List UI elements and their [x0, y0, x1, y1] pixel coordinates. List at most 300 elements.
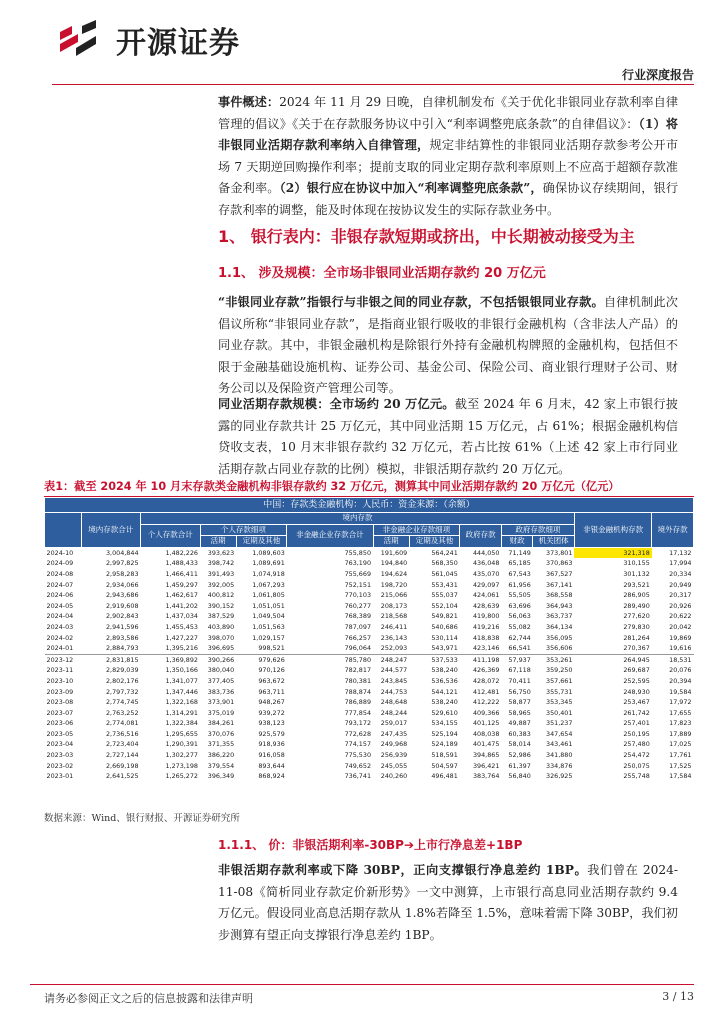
table-cell: 401,475: [472, 740, 500, 749]
table-cell: 56,840: [508, 772, 531, 781]
table-cell: 1,051,051: [252, 601, 285, 610]
table-cell: 2,802,176: [105, 676, 139, 685]
table-cell: 396,695: [207, 644, 235, 653]
table-cell: 252,595: [623, 676, 650, 685]
table-cell: 496,481: [431, 772, 458, 781]
event-bold-2: （2）银行应在协议中加入“利率调整兜底条款”，: [279, 181, 543, 195]
page-number: 3 / 13: [662, 990, 694, 1003]
table-cell: 301,132: [623, 569, 650, 578]
logo-mark-icon: [56, 20, 110, 60]
table-cell: 752,151: [344, 580, 372, 589]
table-cell: 529,610: [431, 708, 458, 717]
table-cell: 428,072: [472, 676, 500, 685]
table-cell: 194,624: [380, 569, 408, 578]
table-cell: 20,042: [669, 622, 692, 631]
table-cell: 55,505: [508, 591, 531, 600]
table-cell: 564,241: [431, 548, 458, 557]
table-cell: 326,925: [546, 772, 573, 781]
table-cell: 1,089,691: [252, 559, 285, 568]
table-cell: 390,266: [200, 654, 236, 665]
deposit-data-table: [44, 497, 694, 782]
table-cell: 370,863: [546, 559, 573, 568]
table-cell: 544,121: [431, 687, 458, 696]
table-cell: 17,655: [669, 708, 692, 717]
table-row: [45, 633, 694, 644]
table-cell: 270,367: [623, 644, 650, 653]
event-summary: [218, 92, 678, 221]
table-cell: 538,240: [431, 666, 458, 675]
table-cell: 353,261: [533, 654, 575, 665]
table-cell: 2,763,252: [105, 708, 139, 717]
table-cell: 394,865: [472, 751, 500, 760]
table-cell: 60,383: [508, 729, 531, 738]
table-cell: 555,037: [431, 591, 458, 600]
table-cell: 736,741: [344, 772, 372, 781]
table-cell-date: 2024-07: [46, 580, 74, 589]
table-cell: 796,064: [344, 644, 372, 653]
table-cell: 249,968: [380, 740, 408, 749]
table-cell: 1,488,433: [165, 559, 198, 568]
table-cell: 552,104: [431, 601, 458, 610]
table-cell: 364,943: [546, 601, 573, 610]
header-divider: [52, 84, 694, 85]
table-cell: 2,884,793: [105, 644, 139, 653]
table-cell: 787,097: [344, 622, 372, 631]
table-cell: 20,334: [669, 569, 692, 578]
table-cell: 770,103: [344, 591, 372, 600]
header-nonfin-detail: 非金融企业存款细项: [373, 524, 460, 536]
table-cell: 1,482,226: [165, 548, 198, 557]
table-cell-date: 2024-10: [46, 548, 74, 557]
table-cell: 20,076: [669, 666, 692, 675]
header-personal-time: 定期及其他: [236, 536, 287, 548]
table-cell: 293,521: [623, 580, 650, 589]
table-cell: 774,157: [344, 740, 372, 749]
table-cell: 61,956: [508, 580, 531, 589]
table-cell: 1,369,892: [141, 654, 200, 665]
table-row: [45, 761, 694, 772]
table-row: [45, 729, 694, 740]
table-cell: 248,930: [623, 687, 650, 696]
table-cell: 398,742: [207, 559, 235, 568]
table-cell-date: 2023-06: [46, 719, 74, 728]
table-cell: 62,744: [508, 633, 531, 642]
header-nonfin-total: 非金融企业存款合计: [287, 524, 373, 547]
table-cell: 353,345: [546, 698, 573, 707]
table-cell: 2,941,596: [105, 622, 139, 631]
table-cell: 245,055: [380, 761, 408, 770]
table-cell: 279,830: [623, 622, 650, 631]
table-cell: 52,986: [508, 751, 531, 760]
table-cell: 373,801: [546, 548, 573, 557]
table-cell: 364,134: [546, 622, 573, 631]
table-cell: 1,314,291: [165, 708, 198, 717]
table-source: 数据来源：Wind、银行财报、开源证券研究所: [44, 813, 240, 824]
table-cell: 766,257: [344, 633, 372, 642]
table-cell: 244,577: [380, 666, 408, 675]
table-cell: 893,644: [258, 761, 285, 770]
table-cell: 243,845: [380, 676, 408, 685]
table-cell: 2,797,732: [105, 687, 139, 696]
table-cell: 868,924: [258, 772, 285, 781]
table-cell: 1,350,166: [165, 666, 198, 675]
table-cell: 371,355: [207, 740, 235, 749]
table-cell: 191,609: [380, 548, 408, 557]
table-cell: 392,005: [207, 580, 235, 589]
table-cell: 356,095: [546, 633, 573, 642]
table-cell: 2,774,081: [105, 719, 139, 728]
table-cell: 918,936: [258, 740, 285, 749]
table-cell: 1,074,918: [252, 569, 285, 578]
table-cell-date: 2024-08: [46, 569, 74, 578]
table-cell: 400,812: [207, 591, 235, 600]
table-cell-date: 2023-12: [45, 654, 82, 665]
table-row: [45, 739, 694, 750]
table-cell: 379,554: [207, 761, 235, 770]
section-heading-1-text: 1、 银行表内：非银存款短期或挤出，中长期被动接受为主: [218, 227, 635, 246]
table-cell: 194,840: [380, 559, 408, 568]
table-row: [45, 697, 694, 708]
table-cell: 20,926: [669, 601, 692, 610]
header-gov: 政府存款: [460, 524, 502, 547]
table-cell: 383,764: [472, 772, 500, 781]
table-cell: 755,850: [344, 548, 372, 557]
table-cell: 246,411: [380, 622, 408, 631]
table-row: [45, 750, 694, 761]
table-cell: 250,075: [623, 761, 650, 770]
table-cell: 357,661: [546, 676, 573, 685]
table-cell: 2,723,404: [105, 740, 139, 749]
table-cell: 1,029,157: [252, 633, 285, 642]
header-personal-total: 个人存款合计: [141, 524, 200, 547]
table-cell: 341,880: [546, 751, 573, 760]
table-cell: 367,141: [546, 580, 573, 589]
p2-bold: 同业活期存款规模：全市场约 20 万亿元。: [218, 397, 455, 411]
table-cell: 1,466,411: [165, 569, 198, 578]
table-cell: 248,247: [373, 654, 409, 665]
table-cell: 1,427,227: [165, 633, 198, 642]
p3-bold: 非银活期存款利率或下降 30BP，正向支撑银行净息差约 1BP。: [218, 863, 588, 877]
header-nonfin-time: 定期及其他: [409, 536, 460, 548]
table-cell: 435,070: [472, 569, 500, 578]
table-cell: 938,123: [258, 719, 285, 728]
table-cell: 525,194: [431, 729, 458, 738]
table-cell: 2,774,745: [105, 698, 139, 707]
table-cell: 2,934,066: [105, 580, 139, 589]
table-cell: 17,132: [669, 548, 692, 557]
table-cell: 67,118: [508, 666, 531, 675]
header-nonbank: 非银金融机构存款: [574, 513, 651, 548]
table-cell: 423,146: [472, 644, 500, 653]
footer-divider: [30, 984, 694, 985]
table-cell: 1,302,277: [165, 751, 198, 760]
table-cell: 568,350: [431, 559, 458, 568]
table-cell: 788,874: [344, 687, 372, 696]
table-cell: 412,481: [472, 687, 500, 696]
table-cell: 2,641,525: [105, 772, 139, 781]
table-cell: 782,817: [344, 666, 372, 675]
table-cell: 334,876: [546, 761, 573, 770]
event-bold-1: （1）将非银同业活期存款利率纳入自律管理，: [218, 116, 678, 152]
table-cell: 289,490: [623, 601, 650, 610]
table-cell: 948,267: [258, 698, 285, 707]
table-cell: 772,628: [344, 729, 372, 738]
table-row: [45, 580, 694, 591]
table-row: [45, 547, 694, 558]
table-cell: 257,401: [623, 719, 650, 728]
table-row: [45, 590, 694, 601]
table-cell: 504,597: [431, 761, 458, 770]
table-cell: 396,349: [207, 772, 235, 781]
table-cell: 277,620: [623, 612, 650, 621]
table-cell: 780,381: [344, 676, 372, 685]
table-cell: 56,750: [508, 687, 531, 696]
header-domestic-total: 境内存款合计: [81, 513, 140, 548]
table-cell: 17,994: [669, 559, 692, 568]
table-cell: 755,669: [344, 569, 372, 578]
table-row: [45, 601, 694, 612]
table-cell: 540,686: [431, 622, 458, 631]
table-cell: 1,089,603: [252, 548, 285, 557]
table-cell: 419,800: [472, 612, 500, 621]
deposit-table: [44, 497, 694, 782]
table-cell-date: 2023-11: [46, 666, 74, 675]
table-cell: 375,019: [207, 708, 235, 717]
table-cell: 536,536: [431, 676, 458, 685]
table-cell: 963,672: [258, 676, 285, 685]
table-row: [45, 558, 694, 569]
table-cell: 248,648: [380, 698, 408, 707]
table-cell: 1,295,655: [165, 729, 198, 738]
table-cell: 383,736: [207, 687, 235, 696]
table-cell: 979,626: [236, 654, 287, 665]
table-cell: 2,893,586: [105, 633, 139, 642]
table-cell: 775,530: [344, 751, 372, 760]
table-cell: 66,541: [508, 644, 531, 653]
table-cell: 524,189: [431, 740, 458, 749]
table-cell: 356,606: [546, 644, 573, 653]
table-cell: 543,971: [431, 644, 458, 653]
table-cell: 380,040: [207, 666, 235, 675]
table-cell: 17,584: [669, 772, 692, 781]
paragraph-scale: [218, 394, 678, 480]
table-cell: 250,195: [623, 729, 650, 738]
table-cell: 65,185: [508, 559, 531, 568]
table-cell: 1,067,293: [252, 580, 285, 589]
table-cell: 240,260: [380, 772, 408, 781]
header-gov-fiscal: 财政: [501, 536, 532, 548]
table-cell: 1,273,198: [165, 761, 198, 770]
table-row: [45, 771, 694, 782]
table-cell-date: 2023-04: [46, 740, 74, 749]
report-type: 行业深度报告: [621, 68, 694, 82]
table-cell: 428,639: [472, 601, 500, 610]
table-cell: 208,173: [380, 601, 408, 610]
table-cell: 71,149: [508, 548, 531, 557]
paragraph-nonbank-definition: [218, 292, 678, 400]
table-cell: 281,264: [623, 633, 650, 642]
header-gov-agency: 机关团体: [533, 536, 575, 548]
header-gov-detail: 政府存款细项: [501, 524, 574, 536]
table-cell: 256,939: [380, 751, 408, 760]
p3-text: 我们曾在 2024-11-08《简析同业存款定价新形势》一文中测算，上市银行高息同业活期存款约 9.4 万亿元。假设同业高息活期存款从 1.8%若降至 1.5%，意味着需下降 30BP，我们初步测算有望正向支撑银行净息差约 1BP。: [218, 863, 679, 942]
table-cell-date: 2023-10: [46, 676, 74, 685]
table-cell: 17,823: [669, 719, 692, 728]
p1-text: 自律机制此次倡议所称“非银同业存款”，是指商业银行吸收的非银行金融机构（含非法人产品）的同业存款。其中，非银金融机构是除银行外持有金融机构牌照的金融机构，包括但不限于金融基础设施机构、证券公司、基金公司、保险公司、商业银行理财子公司、财务公司以及保险资产管理公司等。: [218, 295, 678, 395]
table-row: [45, 569, 694, 580]
table-cell: 58,877: [508, 698, 531, 707]
table-cell: 390,152: [207, 601, 235, 610]
table-cell: 1,061,805: [252, 591, 285, 600]
table-cell: 534,155: [431, 719, 458, 728]
table-cell: 1,441,202: [165, 601, 198, 610]
table-cell: 321,318: [574, 547, 651, 558]
table-cell: 436,048: [472, 559, 500, 568]
table-cell: 257,480: [623, 740, 650, 749]
table-cell-date: 2023-03: [46, 751, 74, 760]
table-cell: 538,240: [431, 698, 458, 707]
header-domestic: 境内存款: [141, 513, 575, 525]
table-cell: 939,272: [258, 708, 285, 717]
paragraph-rate: [218, 860, 678, 946]
table-cell: 3,004,844: [105, 548, 139, 557]
table-cell: 549,821: [431, 612, 458, 621]
table-cell: 553,431: [431, 580, 458, 589]
table-cell: 247,435: [380, 729, 408, 738]
table-cell: 2,919,608: [105, 601, 139, 610]
event-text-1: 2024 年 11 月 29 日晚，自律机制发布《关于优化非银同业存款利率自律管理的倡议》《关于在存款服务协议中引入“利率调整兜底条款”的自律倡议》：: [218, 95, 679, 131]
table-cell: 963,711: [258, 687, 285, 696]
table-cell: 49,887: [508, 719, 531, 728]
table-cell: 1,322,168: [165, 698, 198, 707]
section-heading-1-1-1: 1.1.1、 价：非银活期利率-30BP➔上市行净息差+1BP: [218, 838, 523, 852]
table-cell: 391,493: [207, 569, 235, 578]
table-cell: 373,901: [207, 698, 235, 707]
table-cell: 56,063: [508, 612, 531, 621]
table-cell-date: 2024-01: [46, 644, 74, 653]
table-row: [45, 643, 694, 654]
table-cell: 1,437,034: [165, 612, 198, 621]
logo: [56, 14, 276, 64]
table-cell: 398,070: [207, 633, 235, 642]
table-cell: 58,014: [508, 740, 531, 749]
table-cell: 55,082: [508, 622, 531, 631]
table-row: [45, 708, 694, 719]
table-cell: 368,558: [546, 591, 573, 600]
table-cell-date: 2023-07: [46, 708, 74, 717]
table-cell: 355,731: [546, 687, 573, 696]
table-cell: 561,045: [431, 569, 458, 578]
table-cell: 2,902,843: [105, 612, 139, 621]
table-cell: 1,322,384: [165, 719, 198, 728]
table-row: [45, 687, 694, 698]
section-heading-1: [218, 224, 635, 247]
table-cell: 1,051,563: [252, 622, 285, 631]
table-cell: 1,290,391: [165, 740, 198, 749]
table-cell: 70,411: [508, 676, 531, 685]
table-row: [45, 611, 694, 622]
table-cell: 244,753: [380, 687, 408, 696]
table-cell: 1,395,216: [165, 644, 198, 653]
table-cell: 1,455,453: [165, 622, 198, 631]
table-caption: 中国：存款类金融机构：人民币：资金来源：（余额）: [45, 498, 694, 513]
table-cell: 409,366: [472, 708, 500, 717]
table-cell: 363,737: [546, 612, 573, 621]
table-cell-date: 2024-09: [46, 559, 74, 568]
table-cell: 419,216: [472, 622, 500, 631]
table-cell: 17,889: [669, 729, 692, 738]
table-cell: 236,143: [380, 633, 408, 642]
table-cell: 20,317: [669, 591, 692, 600]
table-cell: 429,097: [472, 580, 500, 589]
table-cell: 218,568: [380, 612, 408, 621]
header-date: [45, 513, 82, 548]
table-cell: 2,997,825: [105, 559, 139, 568]
header-overseas: 境外存款: [652, 513, 694, 548]
table-cell: 351,237: [546, 719, 573, 728]
table-cell: 518,591: [431, 751, 458, 760]
table-row: [45, 654, 694, 665]
table-cell: 350,401: [546, 708, 573, 717]
table-cell: 347,654: [546, 729, 573, 738]
table-cell: 530,114: [431, 633, 458, 642]
table-cell: 2,943,686: [105, 591, 139, 600]
table-cell: 198,720: [380, 580, 408, 589]
header-personal-detail: 个人存款细项: [200, 524, 287, 536]
table-cell: 411,198: [460, 654, 502, 665]
section-heading-1-1: 1.1、 涉及规模：全市场非银同业活期存款约 20 万亿元: [218, 266, 546, 281]
table-cell: 61,397: [508, 761, 531, 770]
table-cell: 254,472: [623, 751, 650, 760]
table-cell: 760,277: [344, 601, 372, 610]
table-cell: 537,533: [409, 654, 460, 665]
table-cell: 785,780: [287, 654, 373, 665]
table-cell: 286,905: [623, 591, 650, 600]
table-cell: 925,579: [258, 729, 285, 738]
table-row: [45, 676, 694, 687]
table-cell: 393,623: [207, 548, 235, 557]
table-body: [45, 547, 694, 782]
table-cell: 2,958,283: [105, 569, 139, 578]
table-cell: 401,125: [472, 719, 500, 728]
table-cell: 384,261: [207, 719, 235, 728]
table-cell: 367,527: [546, 569, 573, 578]
table-cell: 2,669,198: [105, 761, 139, 770]
table-cell: 58,965: [508, 708, 531, 717]
footer-disclaimer: 请务必参阅正文之后的信息披露和法律声明: [44, 992, 253, 1005]
table-cell: 67,543: [508, 569, 531, 578]
table-cell: 793,172: [344, 719, 372, 728]
table-cell: 998,521: [258, 644, 285, 653]
table-cell: 253,467: [623, 698, 650, 707]
table-cell: 18,531: [652, 654, 694, 665]
table-cell: 1,459,297: [165, 580, 198, 589]
table-cell-date: 2023-01: [46, 772, 74, 781]
table-cell: 387,529: [207, 612, 235, 621]
table-cell: 261,742: [623, 708, 650, 717]
table-cell: 412,222: [472, 698, 500, 707]
table-cell: 396,421: [472, 761, 500, 770]
table-row: [45, 718, 694, 729]
table-cell: 343,461: [546, 740, 573, 749]
table-cell: 19,869: [669, 633, 692, 642]
table-cell: 424,061: [472, 591, 500, 600]
table-cell: 370,076: [207, 729, 235, 738]
table-cell: 1,265,272: [165, 772, 198, 781]
event-text-2: 规定非结算性的非银同业活期存款参考公开市场 7 天期逆回购操作利率；提前支取的同业定期存款利率原则上不应高于超额存款准备金利率。: [218, 138, 679, 195]
table-cell: 386,220: [207, 751, 235, 760]
table-cell: 248,244: [380, 708, 408, 717]
